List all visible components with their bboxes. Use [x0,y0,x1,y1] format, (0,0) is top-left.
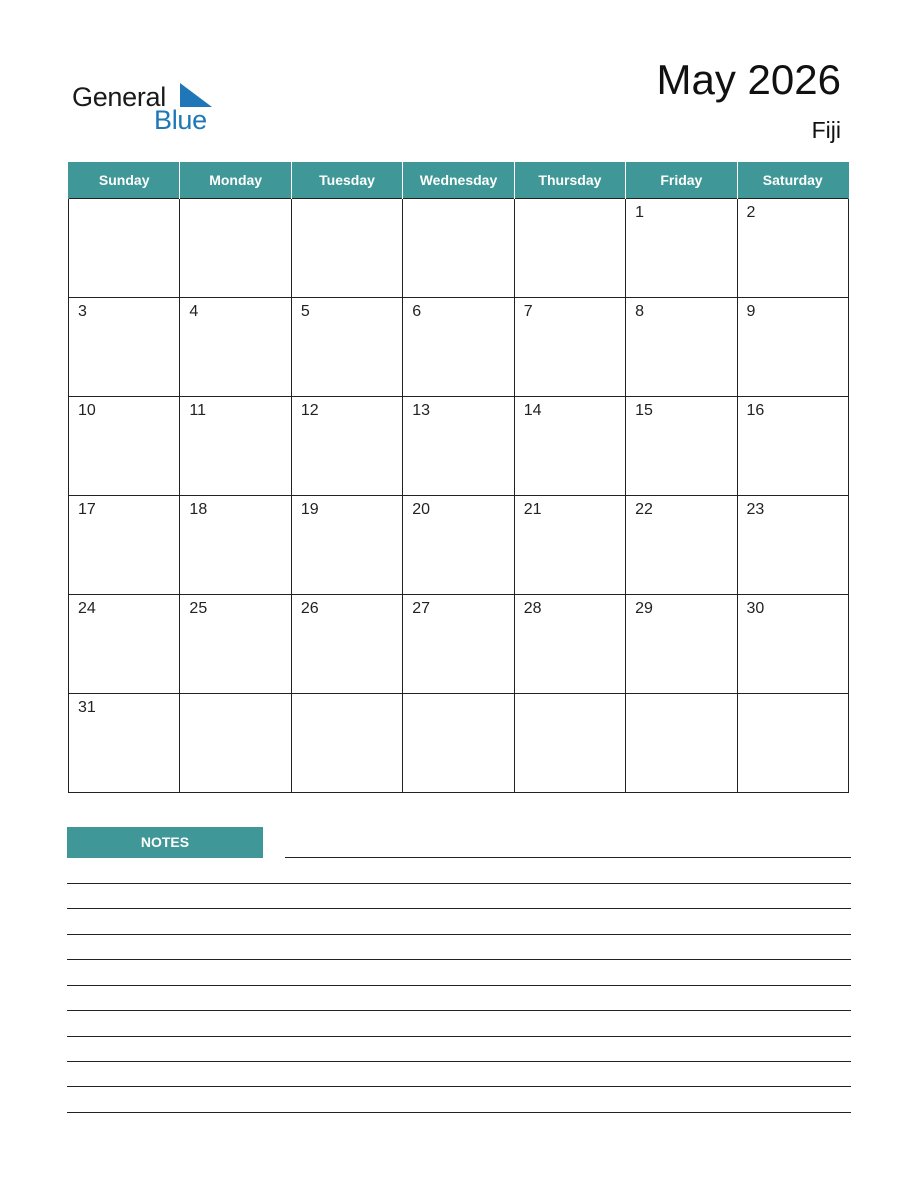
note-line [67,1112,851,1113]
day-cell [69,694,180,793]
day-cell [291,298,402,397]
day-number: 2 [746,204,756,221]
weekday-tuesday: Tuesday [291,162,402,199]
note-line [67,959,851,960]
day-cell [737,397,848,496]
day-cell [69,595,180,694]
day-cell [291,694,402,793]
day-cell [737,298,848,397]
day-number: 9 [746,303,756,320]
day-number: 27 [412,600,431,617]
day-cell [626,298,737,397]
day-number: 31 [78,699,96,716]
day-number: 22 [635,501,653,518]
day-cell [403,397,514,496]
day-number: 15 [635,402,653,419]
day-cell [626,496,737,595]
day-cell [514,694,625,793]
day-number: 26 [300,600,319,617]
week-row [69,199,849,298]
day-number: 25 [189,600,208,617]
day-cell [626,397,737,496]
weekday-sunday: Sunday [69,162,180,199]
note-line [67,883,851,884]
day-cell [626,199,737,298]
brand-name-blue: Blue [154,105,207,135]
week-row [69,595,849,694]
day-number: 11 [189,402,207,419]
week-row [69,397,849,496]
day-cell [737,496,848,595]
day-cell [403,298,514,397]
day-cell [737,199,848,298]
day-number: 24 [78,600,96,617]
day-cell [69,298,180,397]
note-line [67,1061,851,1062]
note-line [67,985,851,986]
day-cell [291,199,402,298]
day-number: 3 [78,303,87,320]
week-row [69,694,849,793]
day-number: 20 [412,501,431,518]
note-line [285,857,851,858]
note-line [67,1036,851,1037]
day-cell [69,397,180,496]
day-number: 12 [300,402,319,419]
day-number: 28 [523,600,542,617]
brand-name-general: General [72,82,166,112]
day-cell [626,694,737,793]
weekday-friday: Friday [626,162,737,199]
day-cell [403,595,514,694]
day-number: 4 [189,303,199,320]
note-line [67,934,851,935]
day-number: 29 [635,600,653,617]
day-number: 23 [746,501,765,518]
weekday-wednesday: Wednesday [403,162,514,199]
day-number: 19 [300,501,319,518]
brand-logo [72,80,222,140]
day-number: 18 [189,501,208,518]
day-cell [403,496,514,595]
day-cell [180,496,291,595]
day-cell [514,496,625,595]
note-line [67,908,851,909]
day-number: 1 [635,204,645,221]
day-cell [291,496,402,595]
day-number: 6 [412,303,422,320]
day-cell [69,496,180,595]
week-row [69,298,849,397]
calendar-grid [68,162,849,793]
weekday-monday: Monday [180,162,291,199]
logo-triangle-icon [180,83,212,107]
country-name: Fiji [811,117,841,143]
day-cell [626,595,737,694]
day-number: 16 [746,402,765,419]
day-cell [180,595,291,694]
week-row [69,496,849,595]
day-cell [180,694,291,793]
day-cell [291,397,402,496]
day-number: 17 [78,501,96,518]
day-cell [180,397,291,496]
notes-label: NOTES [67,827,263,858]
day-cell [514,199,625,298]
page-title: May 2026 [656,56,841,103]
day-cell [180,298,291,397]
note-line [67,1010,851,1011]
day-number: 5 [300,303,310,320]
weekday-thursday: Thursday [514,162,625,199]
day-cell [403,199,514,298]
day-number: 8 [635,303,645,320]
day-cell [514,397,625,496]
day-cell [514,595,625,694]
day-cell [514,298,625,397]
day-number: 14 [523,402,542,419]
day-number: 7 [523,303,533,320]
day-number: 30 [746,600,765,617]
day-cell [69,199,180,298]
day-number: 13 [412,402,431,419]
day-cell [403,694,514,793]
weekday-header-row [69,162,849,199]
day-number: 10 [78,402,96,419]
day-cell [291,595,402,694]
day-number: 21 [523,501,542,518]
day-cell [737,595,848,694]
day-cell [737,694,848,793]
day-cell [180,199,291,298]
note-line [67,1086,851,1087]
weekday-saturday: Saturday [737,162,848,199]
